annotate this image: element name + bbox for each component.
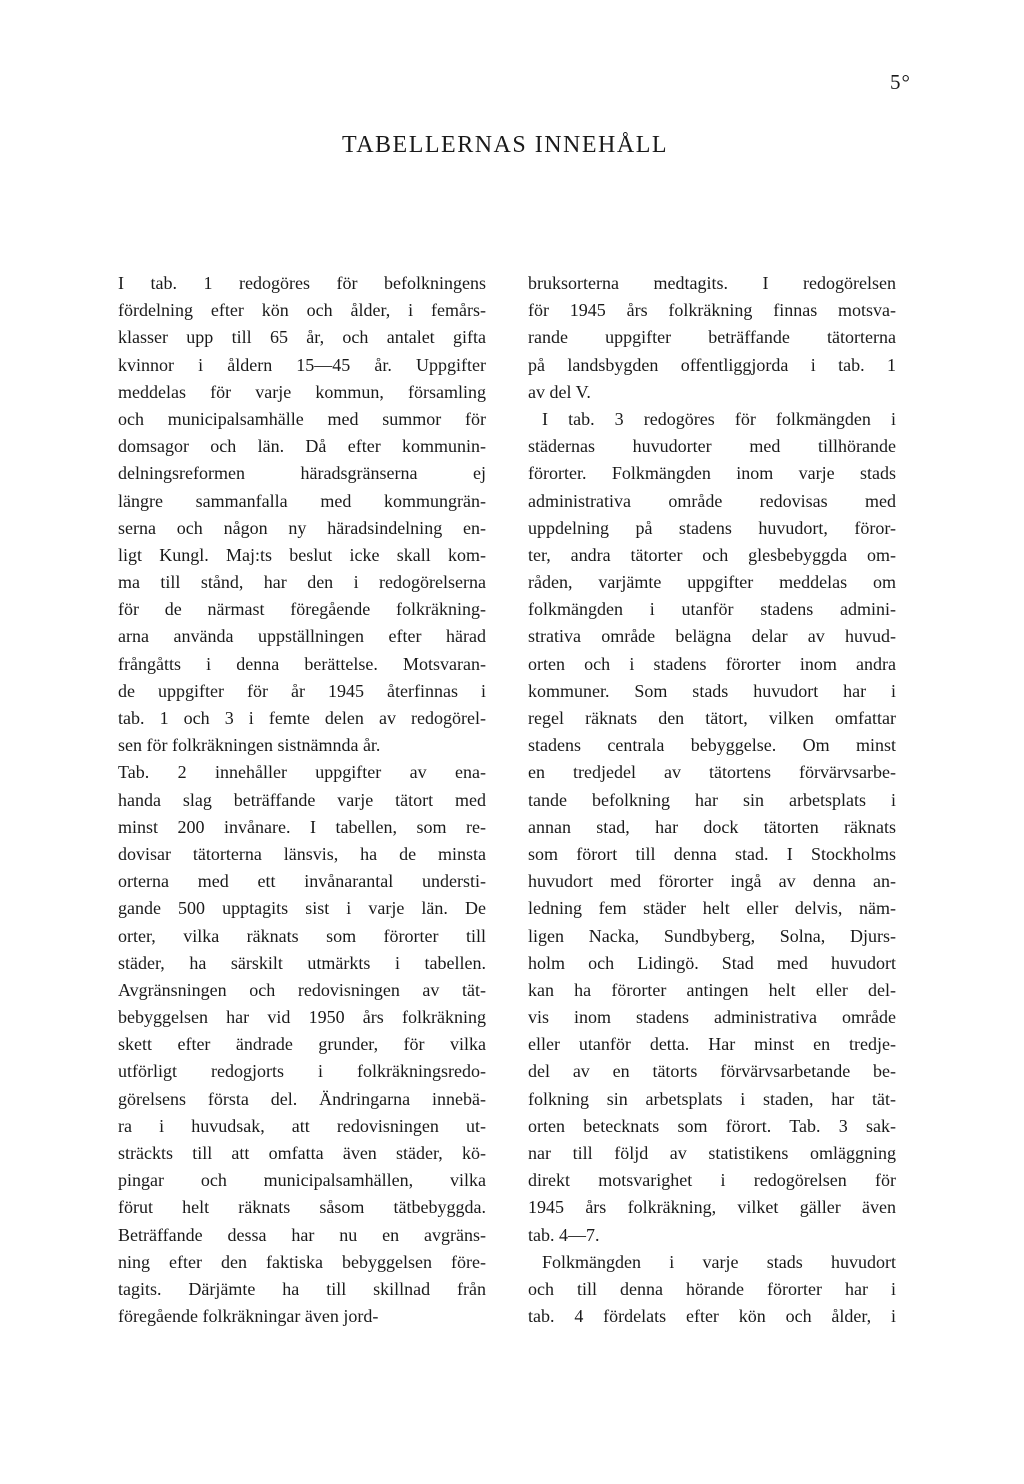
text-line: för de närmast föregående folkräkning- — [118, 599, 486, 620]
text-line: del av en tätorts förvärvsarbetande be- — [528, 1061, 896, 1082]
page-title: TABELLERNAS INNEHÅLL — [341, 132, 669, 158]
text-line: sen för folkräkningen sistnämnda år. — [118, 735, 381, 756]
text-line: och municipalsamhälle med summor för — [118, 408, 486, 429]
text-line: orten betecknats som förort. Tab. 3 sak- — [528, 1115, 896, 1136]
text-line: frångåtts i denna berättelse. Motsvaran- — [118, 653, 486, 674]
text-line: arna använda uppställningen efter härad — [118, 626, 486, 647]
text-line: råden, varjämte uppgifter meddelas om — [528, 572, 896, 593]
text-line: ligen Nacka, Sundbyberg, Solna, Djurs- — [528, 925, 896, 946]
text-line: Avgränsningen och redovisningen av tät- — [118, 979, 486, 1000]
text-line: görelsens första del. Ändringarna innebä- — [118, 1088, 486, 1109]
text-line: kan ha förorter antingen helt eller del- — [528, 979, 896, 1000]
text-line: fördelning efter kön och ålder, i femårs- — [118, 300, 486, 321]
text-line: nar till följd av statistikens omläggning — [528, 1143, 896, 1163]
text-line: på landsbygden offentliggjorda i tab. 1 — [528, 354, 896, 375]
text-line: annan stad, har dock tätorten räknats — [528, 816, 896, 837]
text-line: administrativa område redovisas med — [528, 490, 896, 511]
text-line: sträckts till att omfatta även städer, kö- — [118, 1143, 486, 1163]
text-line: ma till stånd, har den i redogörelserna — [118, 572, 486, 593]
text-line: förorter. Folkmängden inom varje stads — [528, 463, 896, 484]
text-line: vis inom stadens administrativa område — [528, 1007, 896, 1028]
text-line: tab. 4 fördelats efter kön och ålder, i — [528, 1306, 896, 1327]
text-line: domsagor och län. Då efter kommunin- — [118, 436, 486, 457]
text-line: 1945 års folkräkning, vilket gäller även — [528, 1197, 896, 1218]
text-line: ning efter den faktiska bebyggelsen före- — [118, 1251, 486, 1272]
text-line: bruksorterna medtagits. I redogörelsen — [528, 273, 896, 293]
text-line: för 1945 års folkräkning finnas motsva- — [528, 300, 896, 321]
text-line: orter, vilka räknats som förorter till — [118, 925, 486, 946]
text-line: rande uppgifter beträffande tätorterna — [528, 327, 896, 348]
text-line: och till denna hörande förorter har i — [528, 1278, 896, 1299]
text-line: holm och Lidingö. Stad med huvudort — [528, 952, 896, 973]
text-line: strativa område belägna delar av huvud- — [528, 626, 896, 647]
text-line: tab. 4—7. — [528, 1224, 600, 1245]
text-line: minst 200 invånare. I tabellen, som re- — [118, 816, 486, 837]
text-line: I tab. 1 redogöres för befolkningens — [118, 273, 486, 293]
text-line: förut helt räknats såsom tätbebyggda. — [118, 1197, 486, 1218]
text-line: tab. 1 och 3 i femte delen av redogörel- — [118, 708, 486, 728]
text-line: de uppgifter för år 1945 återfinnas i — [118, 680, 486, 701]
text-line: serna och någon ny häradsindelning en- — [118, 517, 486, 538]
text-line: ter, andra tätorter och glesbebyggda om- — [528, 544, 896, 565]
text-line: Beträffande dessa har nu en avgräns- — [118, 1224, 486, 1245]
text-line: meddelas för varje kommun, församling — [118, 381, 486, 402]
text-line: längre sammanfalla med kommungrän- — [118, 490, 486, 511]
text-line: direkt motsvarighet i redogörelsen för — [528, 1170, 896, 1191]
text-line: skett efter ändrade grunder, för vilka — [118, 1034, 486, 1055]
text-line: bebyggelsen har vid 1950 års folkräkning — [118, 1007, 486, 1028]
text-line: folkmängden i utanför stadens admini- — [528, 599, 896, 620]
text-line: regel räknats den tätort, vilken omfattar — [528, 708, 896, 728]
text-line: föregående folkräkningar även jord- — [118, 1306, 379, 1327]
right-text-column — [528, 270, 896, 1330]
text-line: klasser upp till 65 år, och antalet gifta — [118, 327, 486, 348]
text-line: som förort till denna stad. I Stockholms — [528, 843, 896, 864]
text-line: uppdelning på stadens huvudort, föror- — [528, 517, 896, 538]
text-line: huvudort med förorter ingå av denna an- — [528, 871, 896, 892]
text-line: ledning fem städer helt eller delvis, näm- — [528, 898, 896, 919]
text-line: pingar och municipalsamhällen, vilka — [118, 1170, 486, 1191]
text-line: gande 500 upptagits sist i varje län. De — [118, 898, 486, 919]
text-line: ligt Kungl. Maj:ts beslut icke skall kom- — [118, 544, 486, 565]
text-line: kvinnor i åldern 15—45 år. Uppgifter — [118, 354, 486, 375]
text-line: dovisar tätorterna länsvis, ha de minsta — [118, 843, 486, 864]
text-line: orten och i stadens förorter inom andra — [528, 653, 896, 674]
text-line: orterna med ett invånarantal understi- — [118, 871, 486, 892]
text-line: Tab. 2 innehåller uppgifter av ena- — [118, 762, 486, 783]
text-line: städer, ha särskilt utmärkts i tabellen. — [118, 952, 486, 973]
text-line: delningsreformen häradsgränserna ej — [118, 463, 486, 484]
text-line: ra i huvudsak, att redovisningen ut- — [118, 1115, 486, 1136]
text-line: I tab. 3 redogöres för folkmängden i — [542, 408, 896, 429]
text-line: Folkmängden i varje stads huvudort — [542, 1251, 896, 1272]
page-number: 5° — [890, 70, 911, 94]
text-line: folkning sin arbetsplats i staden, har tät- — [528, 1088, 896, 1109]
text-line: stadens centrala bebyggelse. Om minst — [528, 735, 896, 756]
text-line: av del V. — [528, 381, 591, 402]
text-line: tagits. Därjämte ha till skillnad från — [118, 1278, 486, 1299]
text-line: en tredjedel av tätortens förvärvsarbe- — [528, 762, 896, 783]
text-line: eller utanför detta. Har minst en tredje- — [528, 1034, 896, 1055]
left-text-column — [118, 270, 486, 1330]
text-line: kommuner. Som stads huvudort har i — [528, 680, 896, 701]
text-line: städernas huvudorter med tillhörande — [528, 436, 896, 457]
text-line: tande befolkning har sin arbetsplats i — [528, 789, 896, 810]
text-line: utförligt redogjorts i folkräkningsredo- — [118, 1061, 486, 1082]
text-line: handa slag beträffande varje tätort med — [118, 789, 486, 810]
